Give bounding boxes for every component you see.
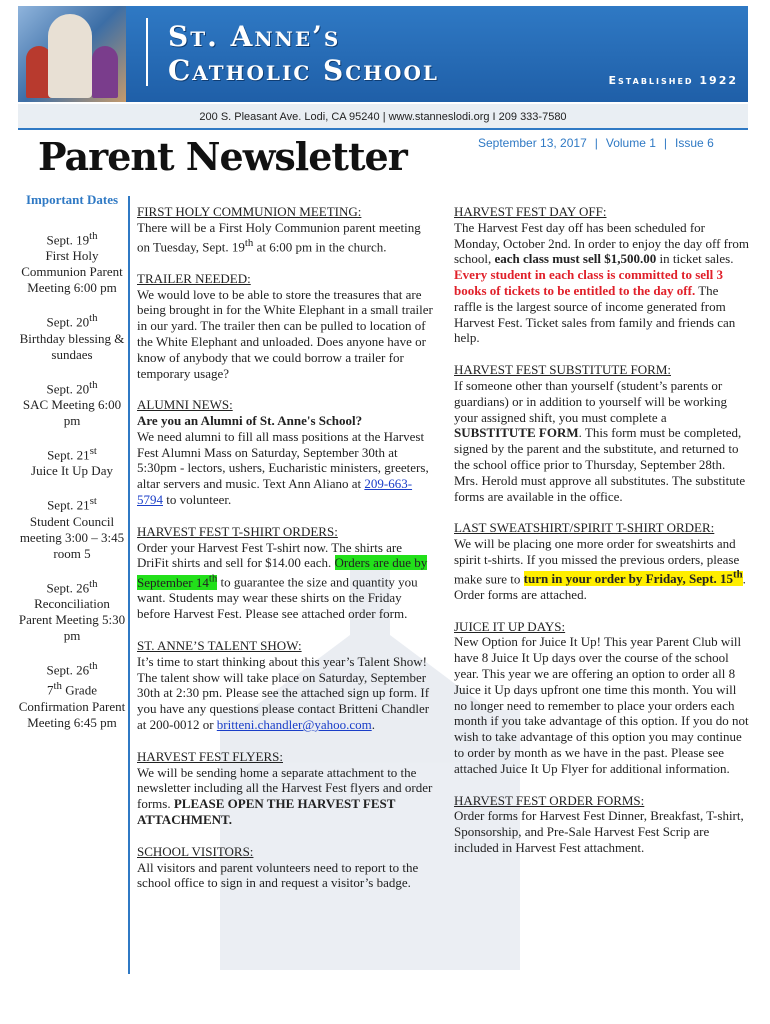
highlight-sup: th: [208, 572, 218, 585]
substitute-section: [454, 362, 749, 504]
event-text: Reconciliation Parent Meeting 5:30 pm: [18, 595, 126, 643]
event-date: Sept. 19: [46, 232, 90, 248]
flyers-bold-text: PLEASE OPEN THE HARVEST FEST ATTACHMENT.: [137, 796, 396, 827]
talent-email-link[interactable]: britteni.chandler@yahoo.com: [216, 716, 372, 732]
section-text: at 6:00 pm in the church.: [253, 238, 387, 254]
event-text: SAC Meeting 6:00 pm: [22, 396, 122, 428]
date-event: [18, 377, 126, 429]
substitute-bold-text: SUBSTITUTE FORM: [454, 425, 579, 441]
juice-it-up-section: [454, 619, 749, 777]
school-name: [168, 20, 439, 88]
school-name-line2: Catholic School: [168, 54, 439, 87]
section-heading: SCHOOL VISITORS:: [137, 843, 254, 859]
event-date-suffix: th: [89, 230, 98, 242]
sweatshirt-due-highlight: [523, 568, 743, 587]
event-date-suffix: th: [89, 312, 98, 325]
event-text: Birthday blessing & sundaes: [19, 330, 125, 362]
section-text: The raffle is the largest source of income generated from Harvest Fest. Ticket sales from family and friends can help.: [454, 282, 736, 346]
section-text: to volunteer.: [163, 492, 232, 508]
date-event: [18, 228, 126, 296]
dayoff-bold-text: each class must sell $1,500.00: [494, 251, 657, 267]
section-text: It’s time to start thinking about this year’s Talent Show! The talent show will take place on Saturday, September 30th at 2:30 pm. Please see the attached sign up form. If you have any questions please contact Britteni Chandler at 200-0012 or: [137, 653, 430, 732]
address-bar: 200 S. Pleasant Ave. Lodi, CA 95240 | www.stanneslodi.org I 209 333-7580: [18, 104, 748, 130]
alumni-question: Are you an Alumni of St. Anne's School?: [137, 413, 363, 429]
content-column-left: [137, 204, 437, 907]
section-text: . This form must be completed, signed by the parent and the substitute, and returned to the school office prior to Thursday, September 28th. Mrs. Herold must approve all substitutes. The substitute forms are available in the office.: [454, 425, 746, 504]
day-off-section: [454, 204, 749, 346]
saint-anne-painting: [18, 6, 126, 102]
date-event: [18, 576, 126, 644]
section-text: We need alumni to fill all mass positions at the Harvest Fest Alumni Mass on Saturday, September 30th at 5:30pm - lectors, ushers, Eucharistic ministers, greeters, altar servers and music. Text Ann Aliano at: [137, 428, 429, 492]
highlight-text: Orders are due by September 14: [137, 555, 428, 590]
section-text: to guarantee the size and quantity you want. Students may wear these shirts on the Friday before Harvest Fest. Please see attached order form.: [137, 574, 418, 622]
event-text: Grade Confirmation Parent Meeting 6:45 pm: [18, 682, 126, 730]
event-grade-suffix: th: [53, 680, 62, 693]
header-divider: [146, 18, 148, 86]
event-date: Sept. 20: [46, 314, 90, 330]
school-name-line1: St. Anne’s: [168, 20, 341, 53]
painting-figure-right: [92, 46, 118, 98]
section-heading: FIRST HOLY COMMUNION MEETING:: [137, 204, 362, 219]
order-forms-section: [454, 793, 749, 856]
section-heading: ST. ANNE’S TALENT SHOW:: [137, 637, 302, 653]
section-text: We will be sending home a separate attachment to the newsletter including all the Harvest Fest flyers and order forms.: [137, 764, 433, 812]
issue-volume: Volume 1: [605, 136, 656, 150]
event-date: Sept. 21: [47, 497, 90, 513]
section-text: New Option for Juice It Up! This year Parent Club will have 8 Juice It Up days over the course of the school year. This year we are offering an option to order all 8 Juice it Up days upfront one time this month. You will no longer need to remember to place your orders each month if you take advantage of this option. If you do not wish to take advantage of this option you may continue to order by month as we have in the past. Please see attached Juice It Up Flyer for additional information.: [454, 634, 749, 776]
section-text: in ticket sales.: [656, 251, 734, 267]
section-heading: JUICE IT UP DAYS:: [454, 618, 566, 634]
event-grade: 7: [47, 682, 54, 698]
tshirt-section: [137, 524, 437, 622]
event-date-suffix: st: [89, 495, 97, 508]
section-heading: HARVEST FEST FLYERS:: [137, 748, 283, 764]
event-date: Sept. 26: [46, 579, 90, 595]
section-text: If someone other than yourself (student’s parents or guardians) or in addition to yourself will be working your assigned shift, you must complete a: [454, 377, 727, 425]
event-date: Sept. 20: [46, 380, 90, 396]
section-heading: ALUMNI NEWS:: [137, 397, 233, 413]
section-text: The Harvest Fest day off has been scheduled for Monday, October 2nd. In order to enjoy the day off from school,: [454, 219, 749, 267]
event-date-suffix: th: [89, 659, 98, 672]
section-text: .: [371, 716, 375, 732]
sweatshirt-section: [454, 520, 749, 602]
event-text: First Holy Communion Parent Meeting 6:00 pm: [21, 248, 123, 296]
important-dates-sidebar: [18, 192, 126, 745]
issue-date: September 13, 2017: [478, 136, 587, 150]
section-heading: HARVEST FEST T-SHIRT ORDERS:: [137, 523, 338, 539]
section-text: We will be placing one more order for sweatshirts and spirit t-shirts. If you missed the previous orders, please make sure to: [454, 536, 740, 587]
content-column-right: [454, 204, 749, 872]
flyers-section: [137, 749, 437, 828]
visitors-section: [137, 844, 437, 891]
event-date: Sept. 26: [46, 662, 90, 678]
alumni-phone-link[interactable]: 209-663-5794: [137, 476, 413, 508]
alumni-section: [137, 397, 437, 508]
dayoff-red-text: Every student in each class is committed to sell 3 books of tickets to be entitled to the day off.: [454, 267, 724, 298]
header-banner: [18, 6, 748, 102]
important-dates-heading: Important Dates: [25, 192, 119, 207]
sidebar-divider: [128, 196, 130, 974]
date-event: [18, 493, 126, 561]
section-text: We would love to be able to store the treasures that are being brought in for the White Elephant in a small trailer in our yard. The trailer then can be pulled to location of the White Elephant and unloaded. Does anyone have or know of anybody that we could borrow a trailer for temporary usage?: [137, 286, 433, 381]
date-event: [18, 658, 126, 731]
event-text: Student Council meeting 3:00 – 3:45 room 5: [19, 513, 125, 561]
section-heading: HARVEST FEST DAY OFF:: [454, 204, 607, 219]
section-text: . Order forms are attached.: [454, 571, 746, 602]
established-label: Established 1922: [608, 74, 738, 87]
section-sup: th: [244, 236, 254, 249]
section-text: Order your Harvest Fest T-shirt now. The shirts are DriFit shirts and sell for $14.00 each.: [137, 539, 403, 571]
section-text: Order forms for Harvest Fest Dinner, Breakfast, T-shirt, Sponsorship, and Pre-Sale Harvest Fest Scrip are included in Harvest Fest attachment.: [454, 808, 744, 856]
section-text: There will be a First Holy Communion parent meeting on Tuesday, Sept. 19: [137, 219, 421, 254]
painting-figure-center: [48, 14, 92, 98]
issue-number: Issue 6: [675, 136, 714, 150]
communion-section: [137, 204, 437, 255]
section-heading: TRAILER NEEDED:: [137, 270, 251, 286]
newsletter-title: Parent Newsletter: [38, 134, 407, 179]
event-date-suffix: st: [89, 444, 97, 457]
date-event: [18, 443, 126, 479]
trailer-section: [137, 271, 437, 382]
date-event: [18, 310, 126, 362]
event-date-suffix: th: [89, 378, 98, 391]
highlight-text: turn in your order by Friday, Sept. 15: [523, 571, 734, 587]
talent-show-section: [137, 638, 437, 733]
event-date-suffix: th: [89, 577, 98, 590]
section-heading: HARVEST FEST SUBSTITUTE FORM:: [454, 362, 671, 378]
section-heading: LAST SWEATSHIRT/SPIRIT T-SHIRT ORDER:: [454, 520, 715, 536]
issue-info: September 13, 2017 | Volume 1 | Issue 6: [478, 136, 714, 150]
highlight-sup: th: [733, 568, 743, 581]
section-text: All visitors and parent volunteers need to report to the school office to sign in and request a visitor’s badge.: [137, 859, 419, 891]
event-date: Sept. 21: [47, 447, 90, 463]
section-heading: HARVEST FEST ORDER FORMS:: [454, 792, 645, 808]
event-text: Juice It Up Day: [31, 463, 113, 479]
